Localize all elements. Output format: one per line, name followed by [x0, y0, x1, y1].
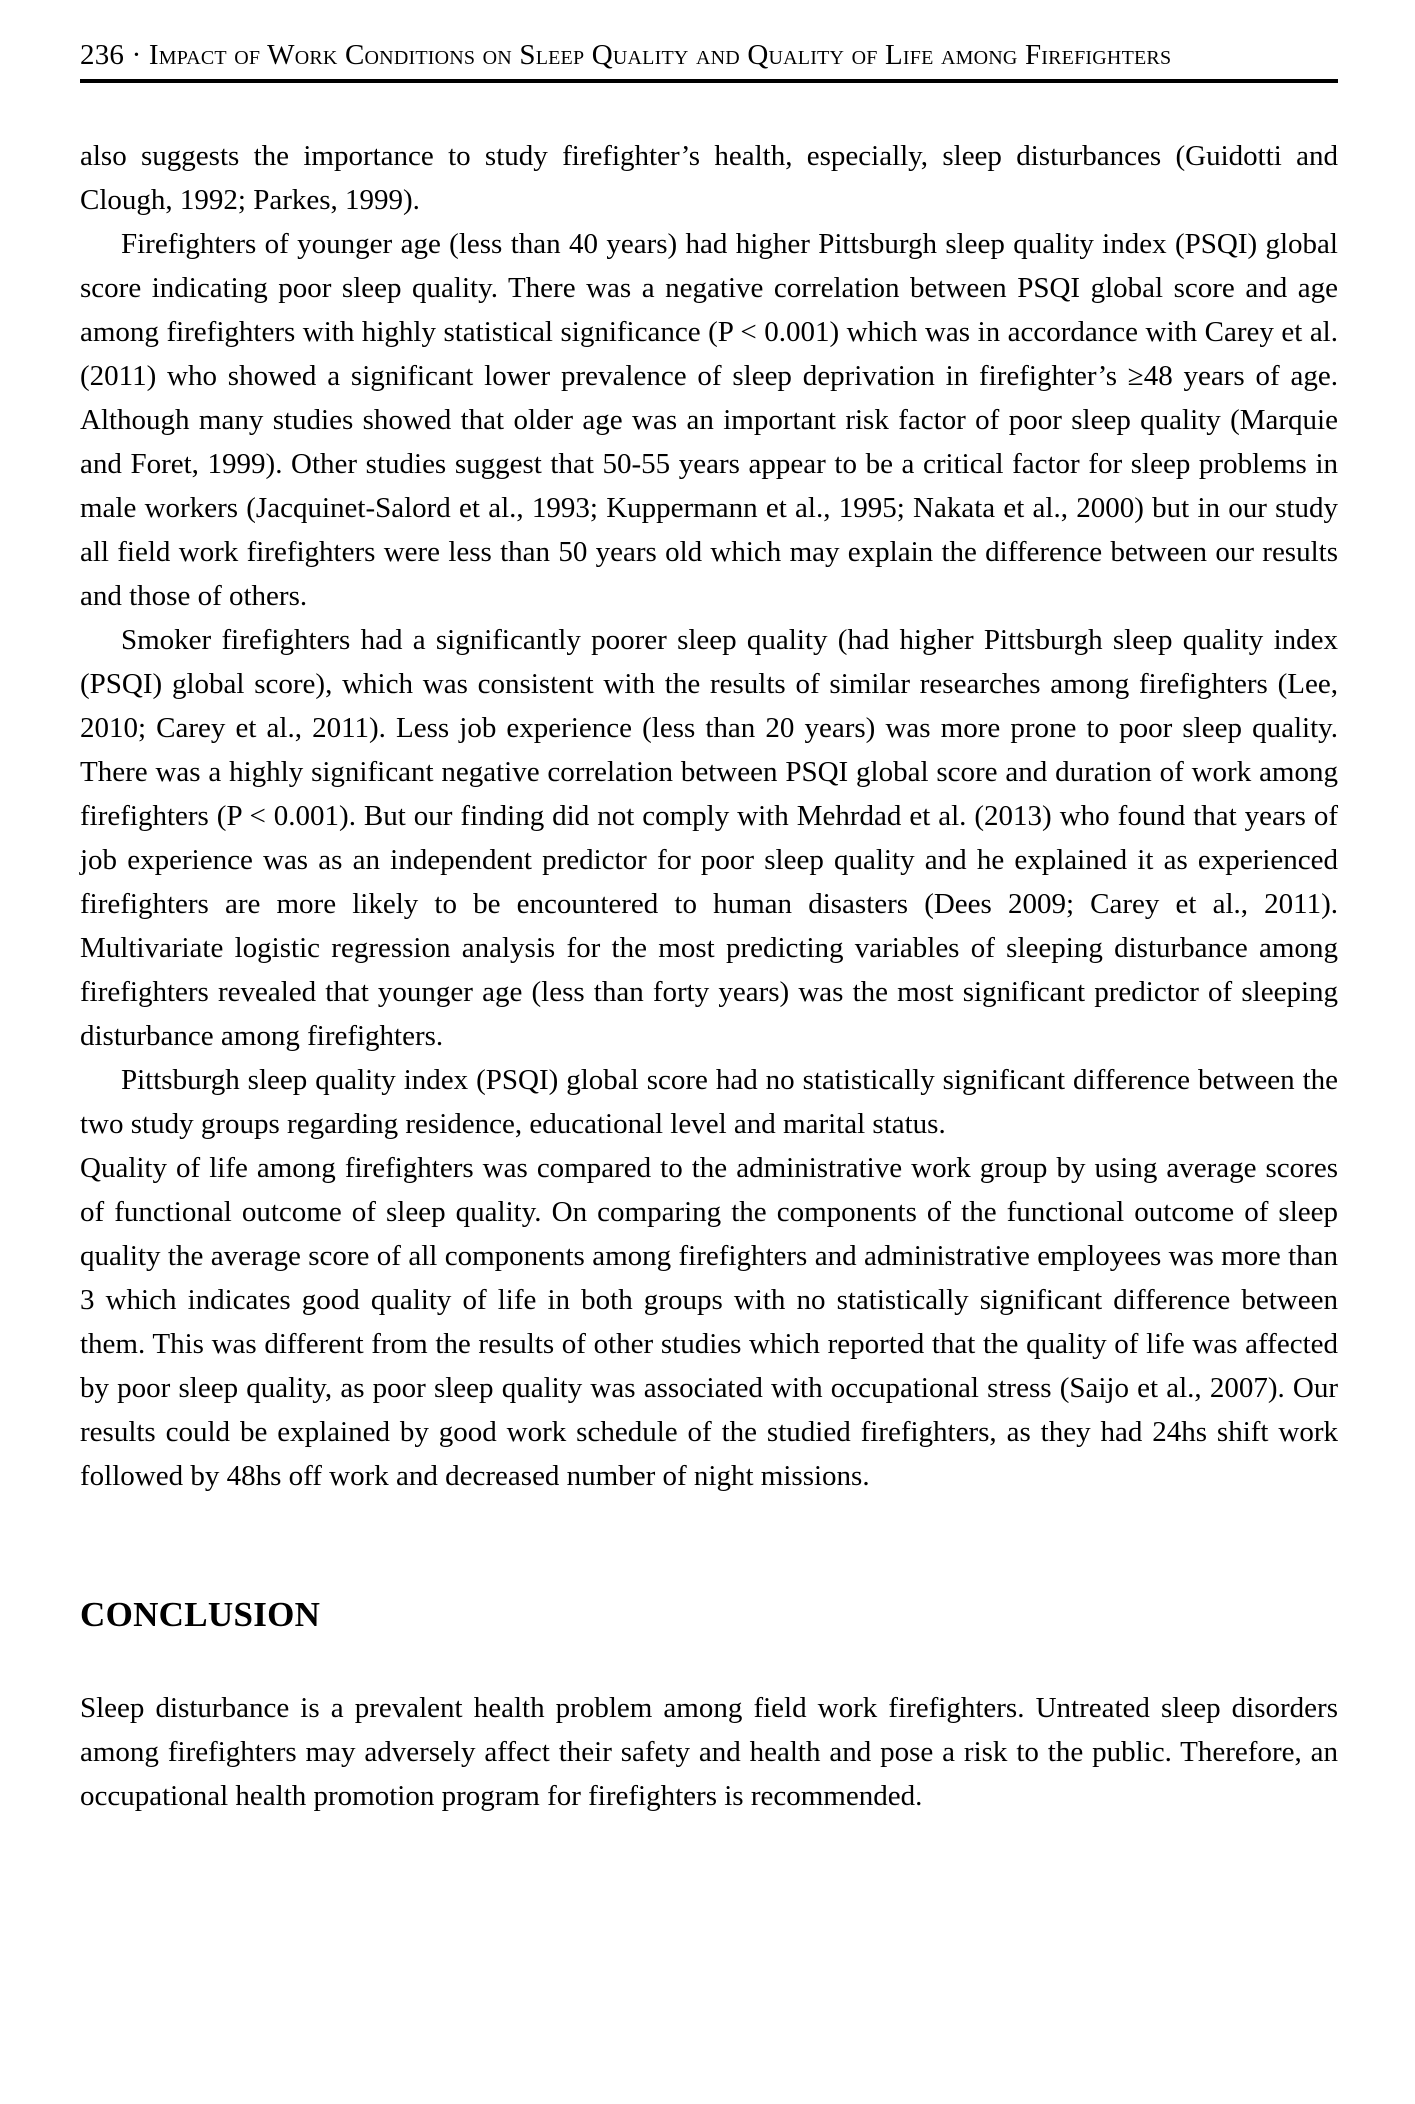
- conclusion-heading: CONCLUSION: [80, 1595, 321, 1634]
- document-page: [80, 0, 1338, 1818]
- paragraph-younger-age: Firefighters of younger age (less than 40 years) had higher Pittsburgh sleep quality index (PSQI) global score indicating poor sleep quality. There was a negative correlation between PSQI global score and age among firefighters with highly statistical significance (P < 0.001) which was in accordance with Carey et al. (2011) who showed a significant lower prevalence of sleep deprivation in firefighter’s ≥48 years of age. Although many studies showed that older age was an important risk factor of poor sleep quality (Marquie and Foret, 1999). Other studies suggest that 50-55 years appear to be a critical factor for sleep problems in male workers (Jacquinet-Salord et al., 1993; Kuppermann et al., 1995; Nakata et al., 2000) but in our study all field work firefighters were less than 50 years old which may explain the difference between our results and those of others.: [80, 228, 1338, 612]
- paragraph-smokers: Smoker firefighters had a significantly poorer sleep quality (had higher Pittsburgh sleep quality index (PSQI) global score), which was consistent with the results of similar researches among firefighters (Lee, 2010; Carey et al., 2011). Less job experience (less than 20 years) was more prone to poor sleep quality. There was a highly significant negative correlation between PSQI global score and duration of work among firefighters (P < 0.001). But our finding did not comply with Mehrdad et al. (2013) who found that years of job experience was as an independent predictor for poor sleep quality and he explained it as experienced firefighters are more likely to be encountered to human disasters (Dees 2009; Carey et al., 2011). Multivariate logistic regression analysis for the most predicting variables of sleeping disturbance among firefighters revealed that younger age (less than forty years) was the most significant predictor of sleeping disturbance among firefighters.: [80, 624, 1338, 1052]
- conclusion-paragraph: Sleep disturbance is a prevalent health problem among field work firefighters. Untreated sleep disorders among firefighters may adversely affect their safety and health and pose a risk to the public. Therefore, an occupational health promotion program for firefighters is recommended.: [80, 1692, 1338, 1812]
- page-header: [80, 40, 1338, 70]
- header-rule: [80, 79, 1338, 83]
- paragraph-continuation: also suggests the importance to study firefighter’s health, especially, sleep disturbances (Guidotti and Clough, 1992; Parkes, 1999).: [80, 140, 1338, 216]
- header-separator: ·: [131, 39, 149, 71]
- header-title: Impact of Work Conditions on Sleep Quality and Quality of Life among Firefighters: [148, 39, 1172, 71]
- paragraph-psqi-groups: Pittsburgh sleep quality index (PSQI) global score had no statistically significant difference between the two study groups regarding residence, educational level and marital status.: [80, 1064, 1338, 1140]
- paragraph-quality-of-life: Quality of life among firefighters was compared to the administrative work group by using average scores of functional outcome of sleep quality. On comparing the components of the functional outcome of sleep quality the average score of all components among firefighters and administrative employees was more than 3 which indicates good quality of life in both groups with no statistically significant difference between them. This was different from the results of other studies which reported that the quality of life was affected by poor sleep quality, as poor sleep quality was associated with occupational stress (Saijo et al., 2007). Our results could be explained by good work schedule of the studied firefighters, as they had 24hs shift work followed by 48hs off work and decreased number of night missions.: [80, 1152, 1338, 1492]
- page-number: 236: [80, 39, 125, 71]
- article-body: [80, 134, 1338, 1498]
